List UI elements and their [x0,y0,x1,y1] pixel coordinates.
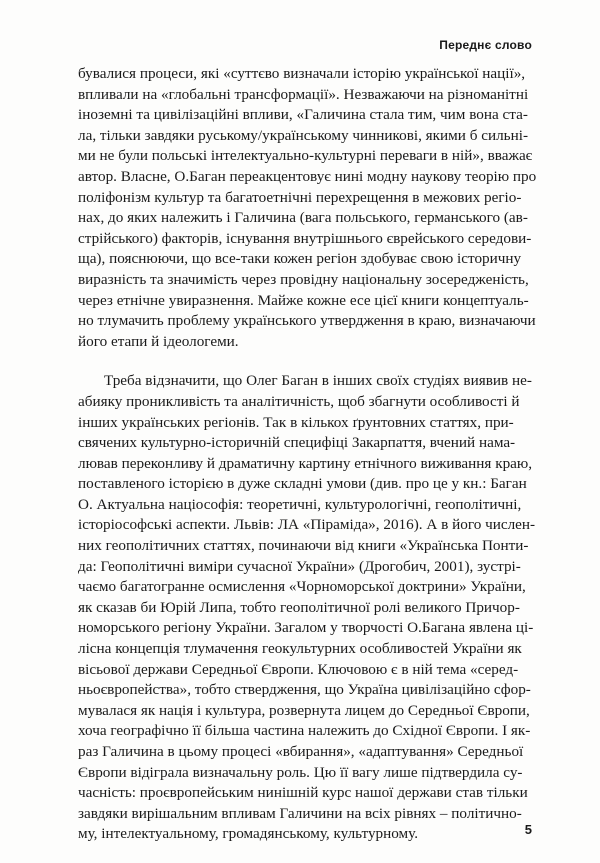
text-line: лював переконливу й драматичну картину етнічного виживання краю, [78,454,533,472]
text-line: поставленого історією в дуже складні умови (див. про це у кн.: Баган [78,475,527,493]
body-text [78,64,540,845]
text-line: Треба відзначити, що Олег Баган в інших своїх студіях виявив не- [104,372,532,390]
text-line: ньоєвропейства», тобто ствердження, що Україна цивілізаційно сфор- [78,681,531,699]
text-line: ща), пояснюючи, що все-таки кожен регіон здобуває свою історичну [78,250,522,268]
text-line: О. Актуальна націософія: теоретичні, культурологічні, геополітичні, [78,495,522,513]
text-line: да: Геополітичні виміри сучасної України» (Дрогобич, 2001), зустрі- [78,557,521,575]
text-line: впливали на «глобальні трансформації». Незважаючи на різноманітні [78,85,529,103]
text-line: мувалася як нація і культура, розвернута лицем до Середньої Європи, [78,701,530,719]
text-line: стрійського) факторів, існування внутрішнього єврейського середови- [78,229,532,247]
text-line: інших українських регіонів. Так в кількох ґрунтовних статтях, при- [78,413,514,431]
text-line: хоча географічно її більша частина належить до Східної Європи. І як- [78,722,531,740]
text-line: часність: проєвропейським нинішній курс нашої держави став тільки [78,784,528,802]
text-line: автор. Власне, О.Баган переакцентовує нині модну наукову теорію про [78,167,537,185]
text-line: через етнічне увиразнення. Майже кожне есе цієї книги концептуаль- [78,291,529,309]
text-line: історіософські аспекти. Львів: ЛА «Піраміда», 2016). А в його числен- [78,516,536,534]
running-header: Переднє слово [439,38,532,52]
text-line: но тлумачить проблему українського утвердження в краю, визначаючи [78,312,536,330]
text-line: вісьової держави Середньої Європи. Ключовою є в ній тема «серед- [78,660,519,678]
text-line: них геополітичних статтях, починаючи від книги «Українська Понти- [78,537,529,555]
text-line: завдяки вирішальним впливам Галичини на всіх рівнях – політично- [78,804,522,822]
text-line: бувалися процеси, які «суттєво визначали історію української нації», [78,65,526,82]
text-line: ми не були польські інтелектуально-культурні переваги в ній», вважає [78,147,533,165]
text-line: як сказав би Юрій Липа, тобто геополітичної ролі великого Причор- [78,598,520,616]
text-line: номорського регіону України. Загалом у творчості О.Багана явлена ці- [78,619,534,637]
paragraph-2 [78,371,540,845]
page-number: 5 [524,822,532,837]
paragraph-gap [78,352,540,371]
text-line: свячених культурно-історичній специфіці Закарпаття, вчений нама- [78,434,516,452]
text-line: лісна концепція тлумачення геокультурних особливостей України як [78,640,522,658]
text-line: його етапи й ідеологеми. [78,332,239,350]
text-line: абияку проникливість та аналітичність, щоб збагнути особливості й [78,392,520,410]
text-line: ла, тільки завдяки руському/українському чинникові, якими б сильні- [78,126,529,144]
text-line: виразність та значимість через провідну національну зосередженість, [78,270,529,288]
text-line: чаємо багатогранне осмислення «Чорноморської доктрини» України, [78,578,526,596]
text-line: му, інтелектуальному, громадянському, культурному. [78,825,419,843]
text-line: нах, до яких належить і Галичина (вага польського, германського (ав- [78,209,528,227]
text-line: поліфонізм культур та багатоетнічні перехрещення в межових регіо- [78,188,522,206]
text-line: іноземні та цивілізаційні впливи, «Галичина стала тим, чим вона ста- [78,106,528,124]
text-line: Європи відіграла визначальну роль. Цю її вагу лише підтвердила су- [78,763,523,781]
paragraph-1 [78,64,540,352]
text-line: раз Галичина в цьому процесі «вбирання», «адаптування» Середньої [78,743,524,760]
